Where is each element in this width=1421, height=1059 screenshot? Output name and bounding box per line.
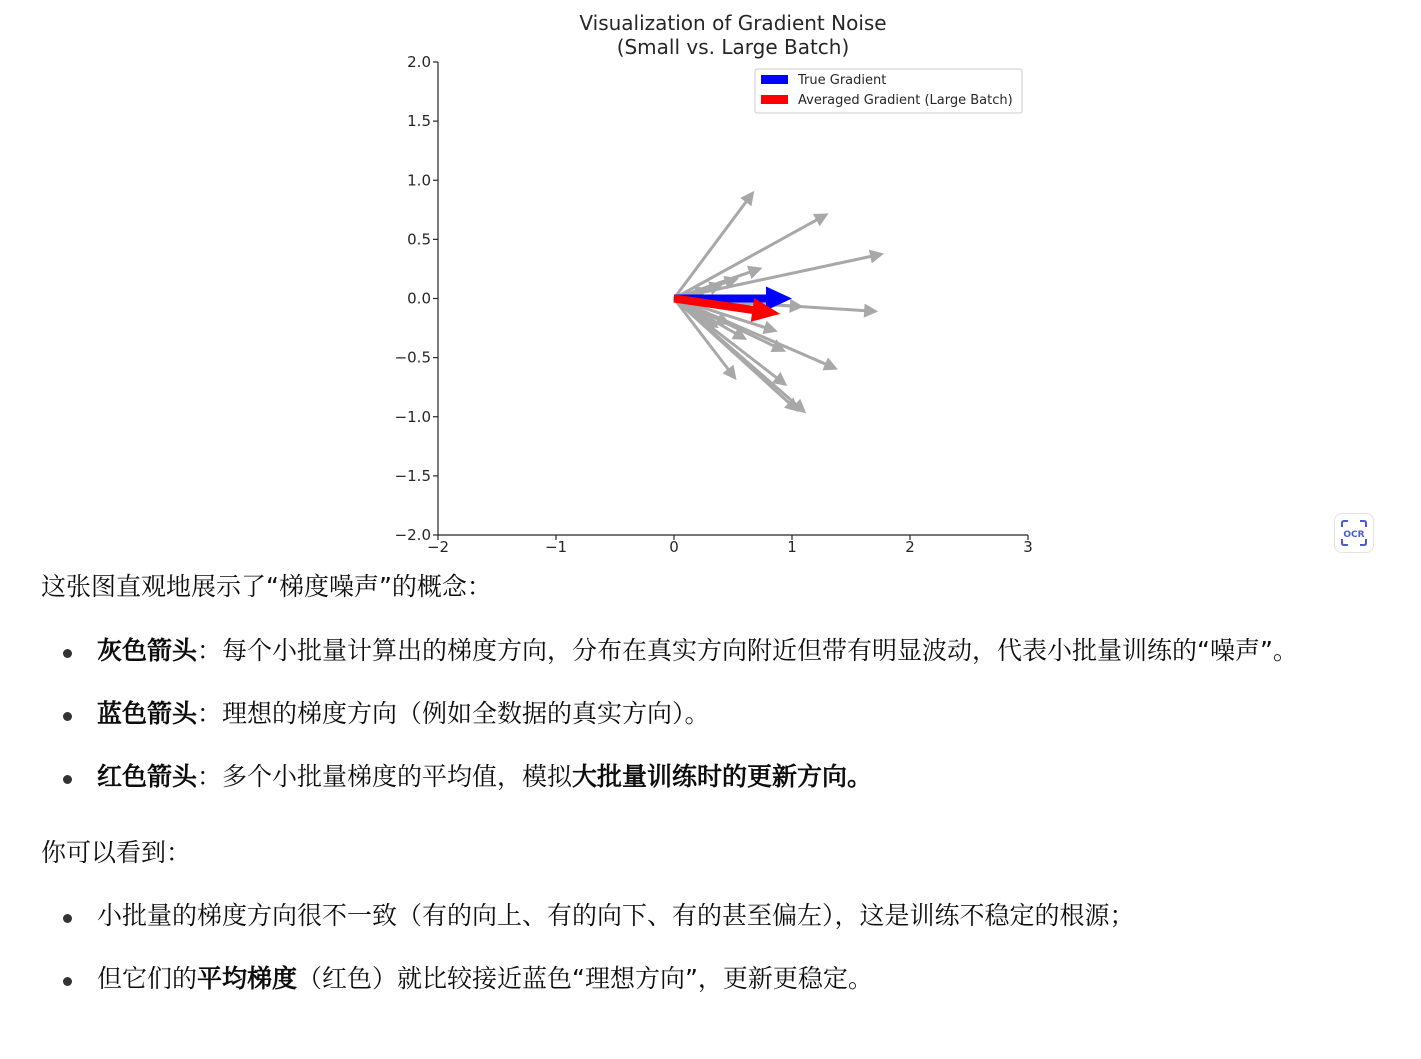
chart-legend [755,69,1022,113]
legend-label-averaged-gradient: Averaged Gradient (Large Batch) [798,93,1013,108]
ocr-button[interactable] [1334,513,1374,553]
gray-arrow-term: 灰色箭头 [97,636,198,665]
chart-title-line-2: (Small vs. Large Batch) [616,35,850,59]
blue-arrow-term: 蓝色箭头 [97,699,198,728]
inconsistency-text: 小批量的梯度方向很不一致（有的向上、有的向下、有的甚至偏左），这是训练不稳定的根源； [97,901,1135,930]
average-post: （红色）就比较接近蓝色“理想方向”，更新更稳定。 [297,964,873,993]
y-tick-label: 1.0 [407,171,431,190]
legend-swatch-averaged [761,95,788,104]
y-tick-label: 2.0 [407,53,431,71]
average-pre: 但它们的 [97,964,198,993]
y-tick-label: −2.0 [394,526,431,544]
observation-paragraph: 你可以看到： [41,838,192,867]
legend-label-true-gradient: True Gradient [798,73,887,88]
red-arrow-desc: ：多个小批量梯度的平均值，模拟 [197,762,573,791]
y-tick-label: −0.5 [394,348,431,367]
x-tick-label: 1 [787,538,797,556]
list-item-blue-arrow [41,693,1381,735]
red-arrow-term: 红色箭头 [97,762,198,791]
x-tick-label: 0 [669,538,679,556]
noisy-gradient-arrow [673,297,806,413]
x-tick-label: −1 [544,538,568,556]
intro-paragraph: 这张图直观地展示了“梯度噪声”的概念： [41,572,492,601]
average-term: 平均梯度 [197,964,298,993]
y-tick-label: 0.5 [407,230,431,249]
y-axis-ticks [395,53,438,544]
gradient-noise-chart [360,0,1060,560]
y-tick-label: 0.0 [407,289,431,308]
chart-title-line-1: Visualization of Gradient Noise [579,11,887,35]
y-tick-label: 1.5 [407,112,431,131]
svg-text:OCR: OCR [1343,530,1365,540]
list-item-average [41,958,1381,1000]
x-tick-label: 3 [1023,538,1033,556]
legend-swatch-true [761,75,788,84]
observation-list [41,895,1381,1000]
gray-arrow-desc: ：每个小批量计算出的梯度方向，分布在真实方向附近但带有明显波动，代表小批量训练的“噪声”。 [197,636,1298,665]
list-item-inconsistency [41,895,1381,937]
ocr-icon [1339,518,1369,548]
blue-arrow-desc: ：理想的梯度方向（例如全数据的真实方向）。 [197,699,710,728]
legend-explanation-list [41,630,1381,798]
x-tick-label: −2 [426,538,450,556]
list-item-red-arrow [41,756,1381,798]
explanation-text [41,566,1381,1021]
x-axis-ticks [427,535,1033,556]
y-tick-label: −1.5 [394,466,431,485]
list-item-gray-arrow [41,630,1381,672]
y-tick-label: −1.0 [394,407,431,426]
red-arrow-emphasis: 大批量训练时的更新方向。 [572,762,873,791]
x-tick-label: 2 [905,538,915,556]
